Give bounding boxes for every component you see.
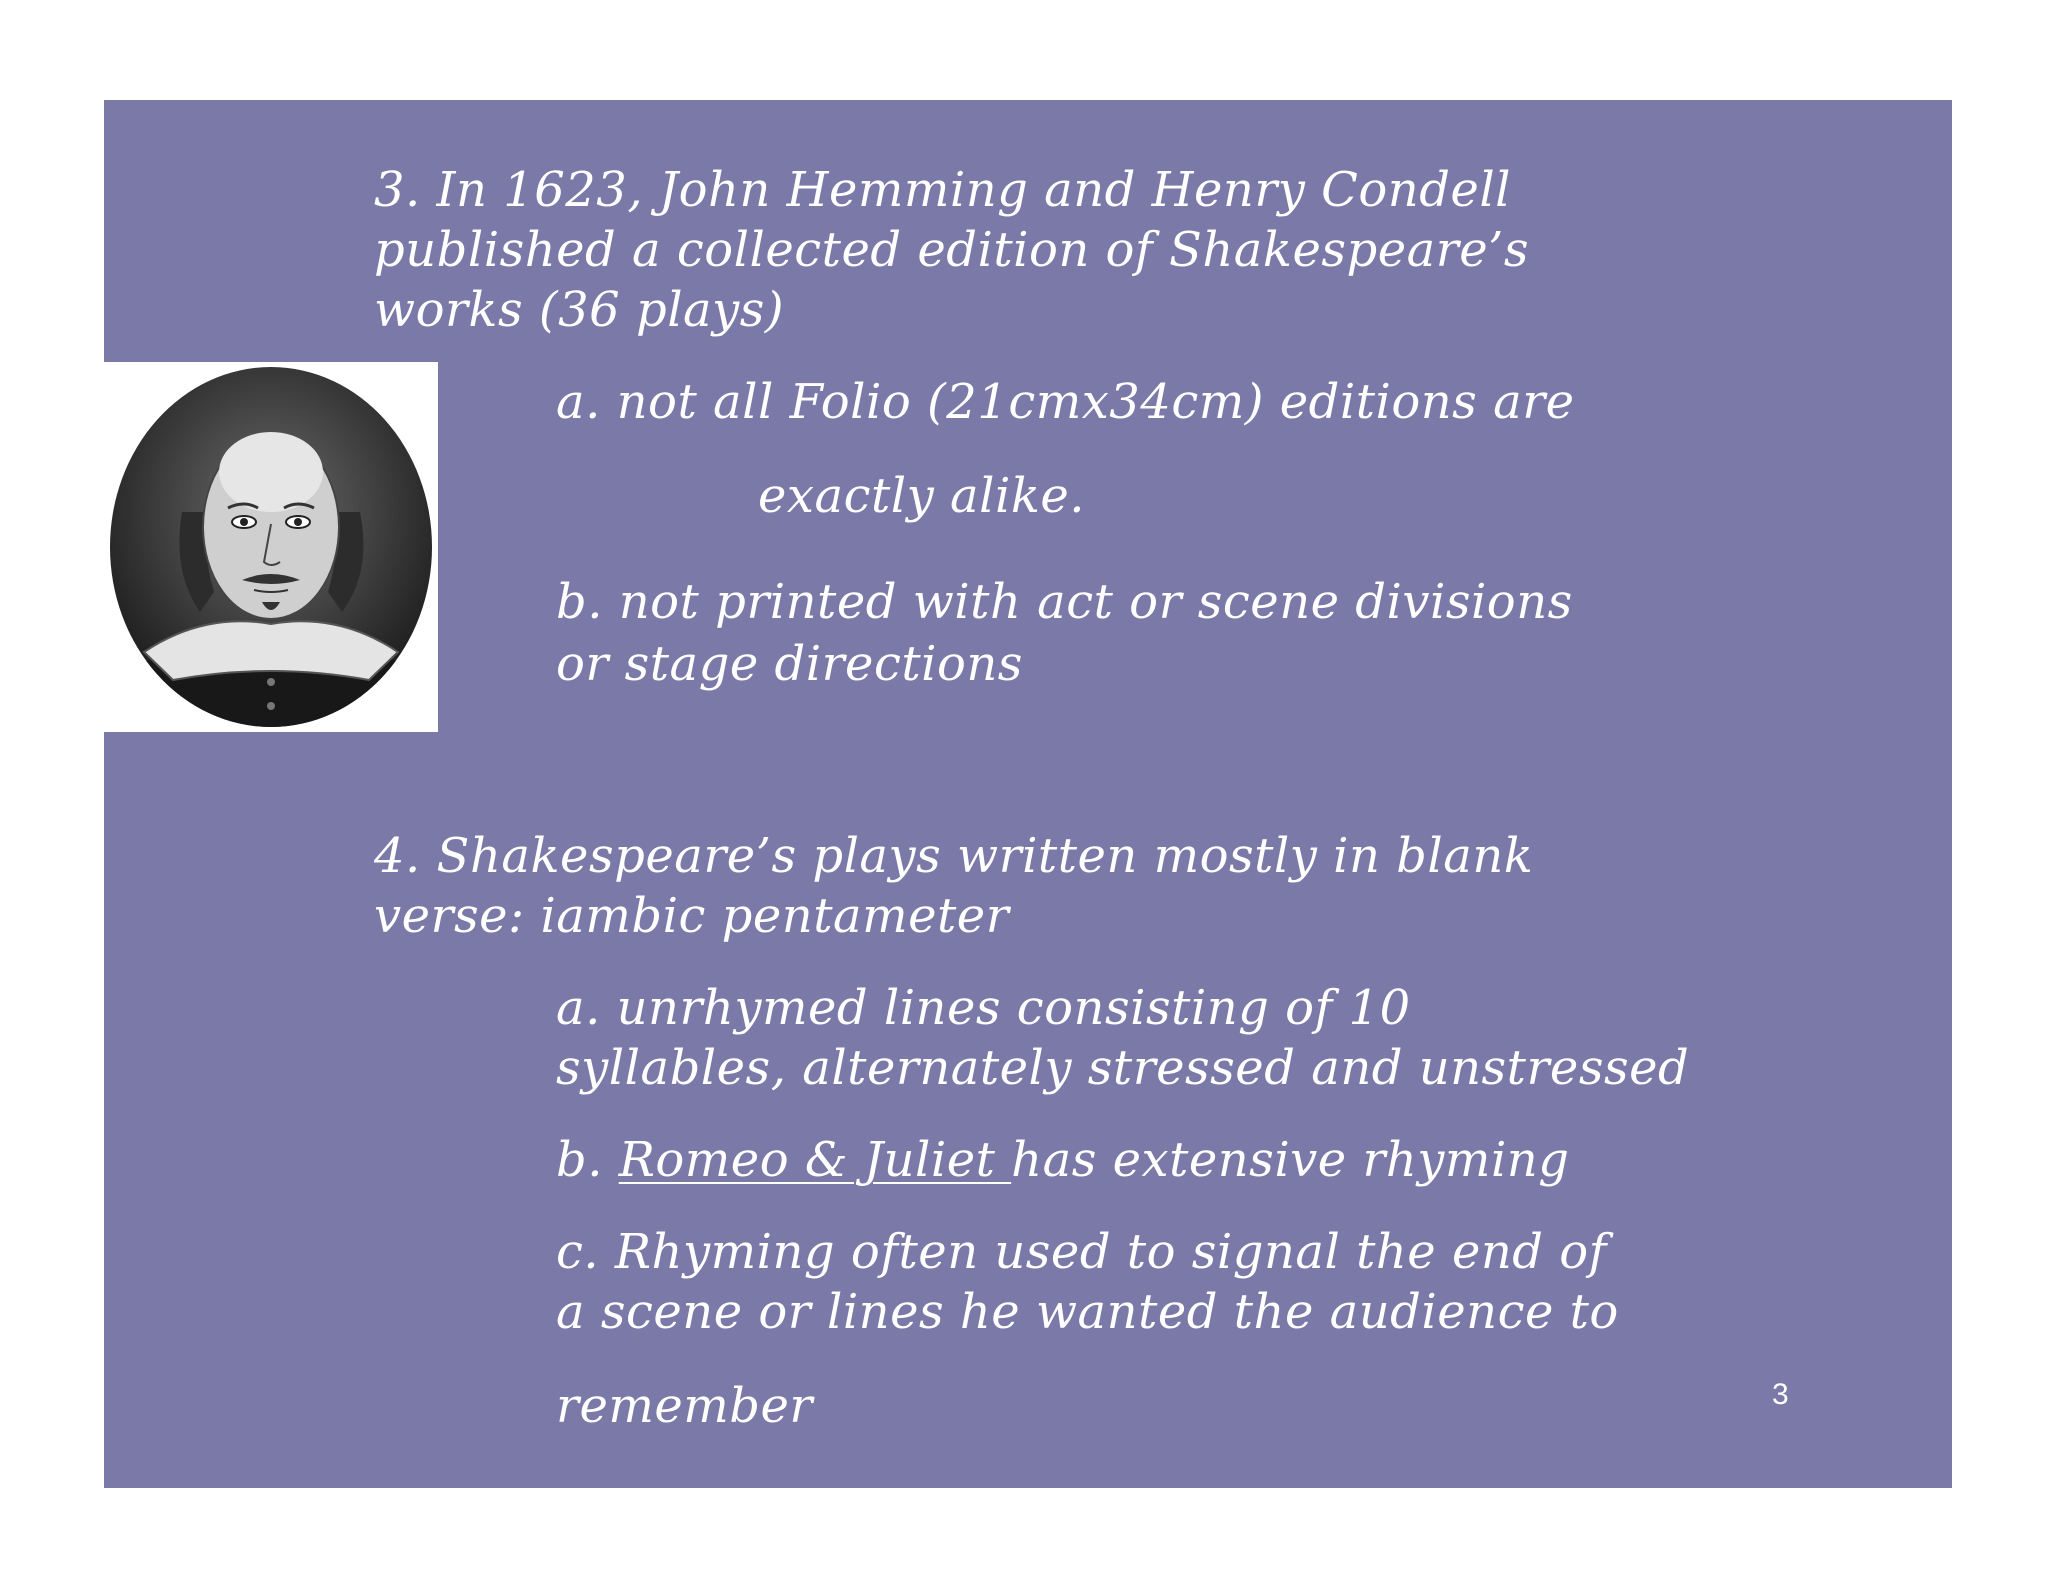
point4b-rest: has extensive rhyming	[1011, 1132, 1570, 1188]
point4b-line	[556, 1130, 1569, 1190]
play-title-romeo-juliet: Romeo & Juliet	[618, 1132, 1012, 1188]
point4c-line3: remember	[556, 1378, 813, 1434]
point3-line3: works (36 plays)	[374, 282, 785, 338]
point3b-line2: or stage directions	[556, 636, 1023, 692]
page-number: 3	[1772, 1378, 1789, 1411]
point3-line1: 3. In 1623, John Hemming and Henry Condell	[374, 162, 1512, 218]
shakespeare-portrait-icon	[104, 362, 438, 732]
point4a-line1: a. unrhymed lines consisting of 10	[556, 980, 1411, 1036]
point3a-line1: a. not all Folio (21cmx34cm) editions are	[556, 374, 1575, 430]
point4a-line2: syllables, alternately stressed and unstressed	[556, 1040, 1690, 1096]
point4b-prefix: b.	[556, 1132, 619, 1188]
point4-line2: verse: iambic pentameter	[374, 888, 1010, 944]
point4-line1: 4. Shakespeare’s plays written mostly in blank	[374, 828, 1534, 884]
portrait-frame	[104, 362, 438, 732]
point3b-line1: b. not printed with act or scene divisions	[556, 574, 1573, 630]
point4c-line1: c. Rhyming often used to signal the end of	[556, 1224, 1607, 1280]
point4c-line2: a scene or lines he wanted the audience to	[556, 1284, 1619, 1340]
point3a-line2: exactly alike.	[758, 468, 1086, 524]
point3-line2: published a collected edition of Shakespeare’s	[374, 222, 1529, 278]
